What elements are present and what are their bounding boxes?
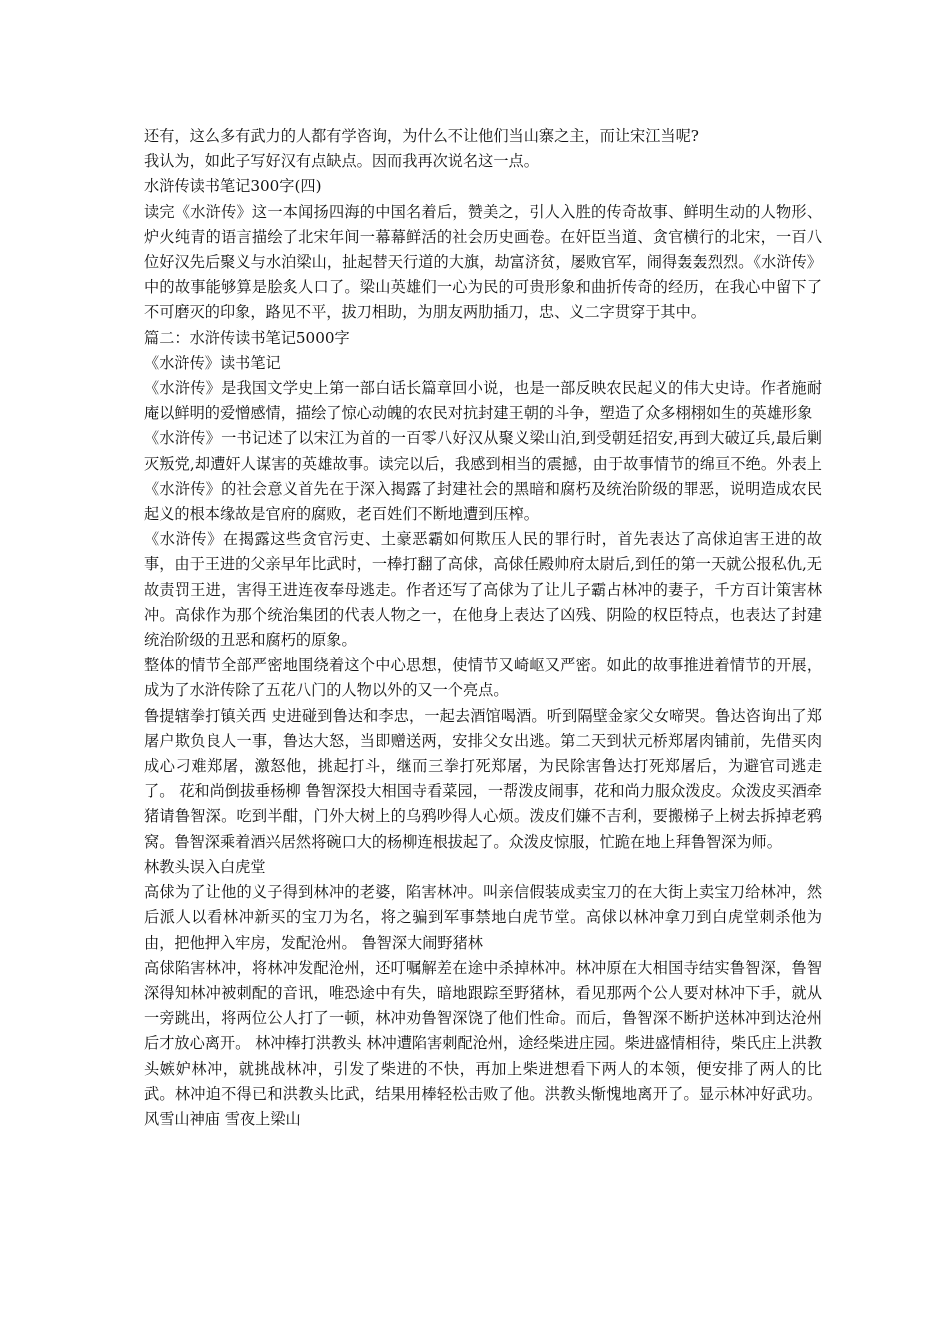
paragraph-plot: 整体的情节全部严密地围绕着这个中心思想，使情节又崎岖又严密。如此的故事推进着情节的开展，成为了水浒传除了五花八门的人物以外的又一个亮点。 bbox=[144, 656, 822, 700]
subheading-reading-notes: 《水浒传》读书笔记 bbox=[144, 353, 281, 372]
paragraph-summary: 《水浒传》一书记述了以宋江为首的一百零八好汉从聚义梁山泊,到受朝廷招安,再到大破辽兵,最后剿灭叛党,却遭奸人谋害的英雄故事。读完以后，我感到相当的震撼，由于故事情节的绵亘不绝。外表上《水浒传》的社会意义首先在于深入揭露了封建社会的黑暗和腐朽及统治阶级的罪恶，说明造成农民起义的根本缘故是官府的腐败，老百姓们不断地遭到压榨。 bbox=[144, 429, 822, 524]
paragraph-lin-chong-framed: 高俅为了让他的义子得到林冲的老婆，陷害林冲。叫亲信假装成卖宝刀的在大街上卖宝刀给林冲，然后派人以看林冲新买的宝刀为名，将之骗到军事禁地白虎节堂。高俅以林冲拿刀到白虎堂刺杀他为由，把他押入牢房，发配沧州。 鲁智深大闹野猪林 bbox=[144, 883, 822, 952]
paragraph-gao-qiu: 《水浒传》在揭露这些贪官污吏、土豪恶霸如何欺压人民的罪行时，首先表达了高俅迫害王进的故事，由于王进的父亲早年比武时，一棒打翻了高俅，高俅任殿帅府太尉后,到任的第一天就公报私仇,无故责罚王进，害得王进连夜奉母逃走。作者还写了高俅为了让儿子霸占林冲的妻子，千方百计策害林冲。高俅作为那个统治集团的代表人物之一，在他身上表达了凶残、阴险的权臣特点，也表达了封建统治阶级的丑恶和腐朽的原象。 bbox=[144, 530, 822, 650]
paragraph-song-jiang-question: 还有，这么多有武力的人都有学咨询，为什么不让他们当山寨之主，而让宋江当呢? bbox=[144, 127, 699, 145]
subheading-white-tiger-hall: 林教头误入白虎堂 bbox=[144, 857, 266, 876]
paragraph-lu-da: 鲁提辖拳打镇关西 史进碰到鲁达和李忠，一起去酒馆喝酒。听到隔壁金家父女啼哭。鲁达咨询出了郑屠户欺负良人一事，鲁达大怒，当即赠送两，安排父女出逃。第二天到状元桥郑屠肉铺前，先借买肉成心刁难郑屠，激怒他，挑起打斗，继而三拳打死郑屠，为民除害鲁达打死郑屠后，为避官司逃走了。 花和尚倒拔垂杨柳 鲁智深投大相国寺看菜园，一帮泼皮闹事，花和尚力服众泼皮。众泼皮买酒牵猪请鲁智深。吃到半酣，门外大树上的乌鸦吵得人心烦。泼皮们嫌不吉利，要搬梯子上树去拆掉老鸦窝。鲁智深乘着酒兴居然将碗口大的杨柳连根拔起了。众泼皮惊服，忙跪在地上拜鲁智深为师。 bbox=[144, 706, 822, 851]
paragraph-wild-boar-forest: 高俅陷害林冲，将林冲发配沧州，还叮嘱解差在途中杀掉林冲。林冲原在大相国寺结实鲁智深，鲁智深得知林冲被刺配的音讯，唯恐途中有失，暗地跟踪至野猪林，看见那两个公人要对林冲下手，就从一旁跳出，将两位公人打了一顿，林冲劝鲁智深饶了他们性命。而后，鲁智深不断护送林冲到达沧州后才放心离开。 林冲棒打洪教头 林冲遭陷害刺配沧州，途经柴进庄园。柴进盛情相待，柴氏庄上洪教头嫉妒林冲，就挑战林冲，引发了柴进的不快，再加上柴进想看下两人的本领，便安排了两人的比武。林冲迫不得已和洪教头比武，结果用棒轻松击败了他。洪教头惭愧地离开了。显示林冲好武功。风雪山神庙 雪夜上梁山 bbox=[144, 958, 822, 1128]
paragraph-shortcoming: 我认为，如此子写好汉有点缺点。因而我再次说名这一点。 bbox=[144, 152, 539, 171]
document-body bbox=[144, 124, 822, 1132]
paragraph-after-reading: 读完《水浒传》这一本闻扬四海的中国名着后，赞美之，引人入胜的传奇故事、鲜明生动的人物形、炉火纯青的语言描绘了北宋年间一幕幕鲜活的社会历史画卷。在奸臣当道、贪官横行的北宋，一百八位好汉先后聚义与水泊梁山，扯起替天行道的大旗，劫富济贫，屡败官军，闹得轰轰烈烈。《水浒传》中的故事能够算是脍炙人口了。梁山英雄们一心为民的可贵形象和曲折传奇的经历，在我心中留下了不可磨灭的印象，路见不平，拔刀相助，为朋友两肋插刀，忠、义二字贯穿于其中。 bbox=[144, 202, 822, 322]
section-heading-chapter-two: 篇二：水浒传读书笔记5000字 bbox=[144, 328, 350, 347]
section-heading-300: 水浒传读书笔记300字(四) bbox=[144, 177, 322, 196]
paragraph-intro: 《水浒传》是我国文学史上第一部白话长篇章回小说，也是一部反映农民起义的伟大史诗。作者施耐庵以鲜明的爱憎感情，描绘了惊心动魄的农民对抗封建王朝的斗争，塑造了众多栩栩如生的英雄形象 bbox=[144, 379, 822, 423]
